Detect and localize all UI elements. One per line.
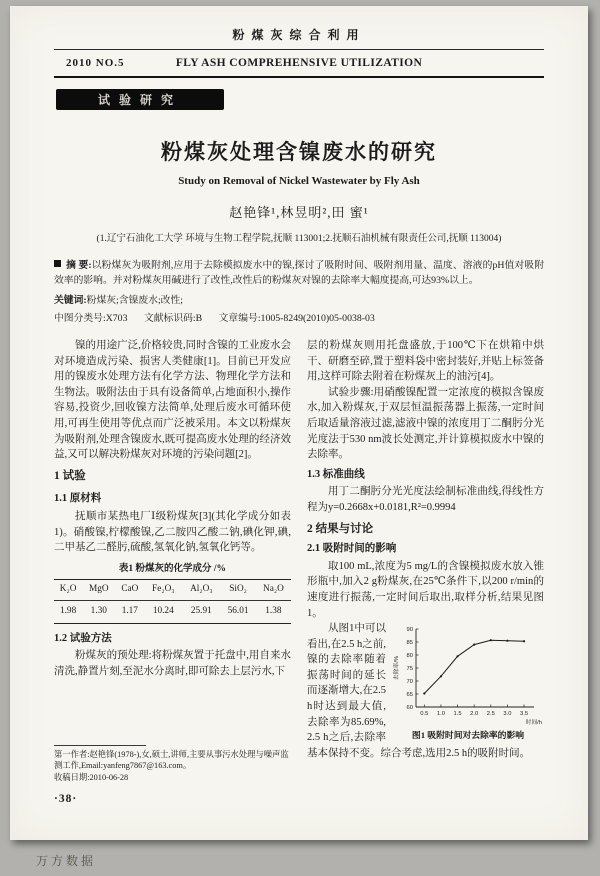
- svg-text:3.0: 3.0: [503, 711, 512, 718]
- table-data-cell: 1.38: [265, 605, 282, 616]
- table-data-cell: 10.24: [152, 605, 174, 616]
- svg-text:去除率/%: 去除率/%: [394, 656, 400, 681]
- paragraph-adsorption-setup: 取100 mL,浓度为5 mg/L的含镍模拟废水放入锥形瓶中,加入2 g粉煤灰,在25℃条件下,以200 r/min的速度进行振荡,一定时间后取出,取样分析,结果见图1。: [307, 560, 544, 619]
- table-header-cell: CaO: [115, 580, 144, 601]
- affiliations: (1.辽宁石油化工大学 环境与生物工程学院,抚顺 113001;2.抚顺石油机械有限责任公司,抚顺 113004): [96, 234, 502, 244]
- svg-text:0.5: 0.5: [420, 711, 429, 718]
- article-body: [54, 338, 544, 808]
- figure1-chart: [392, 623, 544, 727]
- heading-2-results: 2 结果与讨论: [307, 522, 374, 535]
- table-data-cell: 25.91: [190, 605, 212, 616]
- svg-text:1.5: 1.5: [453, 711, 462, 718]
- paragraph-standard-curve: 用丁二酮肟分光光度法绘制标准曲线,得线性方程为y=0.2668x+0.0181,R²=0.9994: [307, 486, 544, 513]
- heading-2-1-adsorption-time: 2.1 吸附时间的影响: [307, 543, 397, 555]
- table-header-row: [54, 580, 291, 601]
- table-header-cell: MgO: [82, 580, 115, 601]
- table-data-row: [54, 600, 291, 623]
- figure1-caption: 图1 吸附时间对去除率的影响: [411, 730, 525, 741]
- left-column: [54, 338, 291, 808]
- table-header-cell: Na₂O: [256, 580, 291, 601]
- heading-1-3-standard-curve: 1.3 标准曲线: [307, 468, 365, 480]
- page-number: ·38·: [54, 793, 78, 806]
- table1-caption: 表1 粉煤灰的化学成分 /%: [118, 563, 227, 574]
- header-row: [54, 52, 544, 76]
- figure-wrap: [307, 621, 544, 761]
- document-code: 文献标识码:B: [143, 313, 203, 324]
- svg-text:2.0: 2.0: [470, 711, 479, 718]
- header-rule-thin: [54, 49, 544, 50]
- abstract-text: 以粉煤灰为吸附剂,应用于去除模拟废水中的镍,探讨了吸附时间、吸附剂用量、温度、溶液的pH值对吸附效率的影响。并对粉煤灰用碱进行了改性,改性后的粉煤灰对镍的去除率大幅度提高,可达93%以上。: [54, 260, 544, 286]
- paragraph-intro: 镍的用途广泛,价格较贵,同时含镍的工业废水会对环境造成污染、损害人类健康[1]。目前已开发应用的镍废水处理方法有化学方法、物理化学方法和生物法。吸附法由于具有设备简单,占地面积小,操作容易,投资少,回收镍方法简单,处理后废水可循环使用,可再生使用等优点而广泛被采用。本文以粉煤灰为吸附剂,处理含镍废水,既可提高废水处理的经济效益,又可以解决粉煤灰对环境的污染问题[2]。: [54, 340, 291, 461]
- wanfang-watermark: 万方数据: [36, 854, 97, 868]
- square-bullet-icon: [54, 260, 61, 267]
- first-author-note: 第一作者:赵艳锋(1978-),女,硕士,讲师,主要从事污水处理与噪声监测工作,Email:yanfeng7867@163.com。: [54, 749, 289, 771]
- classification-line: [54, 310, 544, 324]
- table-data-cell: 1.98: [59, 605, 77, 616]
- table-header-cell: SiO₂: [220, 580, 255, 601]
- clc-number: 中图分类号:X703: [54, 313, 128, 324]
- received-date: 收稿日期:2010-06-28: [54, 772, 129, 782]
- paragraph-pretreatment-cont: 层的粉煤灰则用托盘盛放,于100℃下在烘箱中烘干、研磨至碎,置于塑料袋中密封装好,并贴上标签备用,这样可除去附着在粉煤灰上的油污[4]。: [307, 340, 544, 383]
- article-title: 粉煤灰处理含镍废水的研究: [161, 140, 437, 164]
- paper-page: [10, 6, 588, 840]
- journal-title-en: FLY ASH COMPREHENSIVE UTILIZATION: [175, 57, 423, 69]
- table-header-cell: K₂O: [54, 580, 82, 601]
- svg-text:1.0: 1.0: [436, 711, 445, 718]
- paragraph-adsorption-discussion: 从图1中可以看出,在2.5 h之前,镍的去除率随着振荡时间的延长而逐渐增大,在2.5 h时达到最大值,去除率为85.69%,2.5 h之后,去除率基本保持不变。综合考虑,选用2.5 h的吸附时间。: [307, 623, 531, 759]
- svg-text:60: 60: [406, 705, 413, 712]
- svg-text:时间/h: 时间/h: [525, 720, 542, 727]
- article-id: 文章编号:1005-8249(2010)05-0038-03: [218, 313, 375, 324]
- heading-1-1-materials: 1.1 原材料: [54, 493, 102, 505]
- keywords-text: 粉煤灰;含镍废水;改性;: [86, 295, 183, 306]
- journal-title-cn: 粉煤灰综合利用: [232, 28, 366, 42]
- paragraph-procedure: 试验步骤:用硝酸镍配置一定浓度的模拟含镍废水,加入粉煤灰,于双层恒温振荡器上振荡,一定时间后取适量溶液过滤,滤液中镍的浓度用丁二酮肟分光光度法于530 nm波长处测定,并计算模拟废水中镍的去除率。: [307, 386, 544, 461]
- right-column: [307, 338, 544, 808]
- figure1: [392, 623, 544, 744]
- paragraph-pretreatment: 粉煤灰的预处理:将粉煤灰置于托盘中,用自来水清洗,静置片刻,至泥水分离时,即可除去上层污水,下: [54, 650, 291, 677]
- column-banner: [56, 89, 224, 110]
- svg-text:80: 80: [406, 653, 413, 660]
- heading-1-experiment: 1 试验: [54, 469, 86, 482]
- table1-chemical-composition: [54, 579, 291, 623]
- svg-text:75: 75: [406, 666, 413, 673]
- svg-text:3.5: 3.5: [519, 711, 529, 718]
- keywords-line: [54, 292, 544, 306]
- abstract-label: 摘 要:: [66, 260, 92, 271]
- table-header-cell: Fe₂O₃: [144, 580, 182, 601]
- issue-number: 2010 NO.5: [66, 57, 125, 69]
- footnote-block: [54, 745, 291, 808]
- article-title-en: Study on Removal of Nickel Wastewater by Fly Ash: [178, 175, 420, 187]
- table-data-cell: 1.30: [90, 605, 107, 616]
- authors: 赵艳锋¹,林昱明²,田 蜜¹: [229, 205, 369, 220]
- svg-text:90: 90: [406, 627, 413, 634]
- paragraph-materials: 抚顺市某热电厂Ⅰ级粉煤灰[3](其化学成分如表1)。硝酸镍,柠檬酸镍,乙二胺四乙酸二钠,碘化钾,碘,二甲基乙二醛肟,硫酸,氢氧化钠,氢氧化钙等。: [54, 510, 291, 554]
- svg-text:65: 65: [406, 692, 413, 699]
- footnote-rule: [54, 745, 146, 746]
- svg-text:70: 70: [406, 679, 413, 686]
- column-banner-text: 试验研究: [97, 93, 182, 107]
- table-data-cell: 1.17: [121, 605, 138, 616]
- header-rule-thick: [54, 76, 544, 78]
- keywords-label: 关键词:: [54, 295, 87, 306]
- svg-text:2.5: 2.5: [486, 711, 495, 718]
- heading-1-2-method: 1.2 试验方法: [54, 632, 112, 644]
- table-data-cell: 56.01: [227, 605, 249, 616]
- table-header-cell: Al₂O₃: [182, 580, 220, 601]
- svg-text:85: 85: [406, 640, 413, 647]
- abstract-block: [54, 258, 544, 288]
